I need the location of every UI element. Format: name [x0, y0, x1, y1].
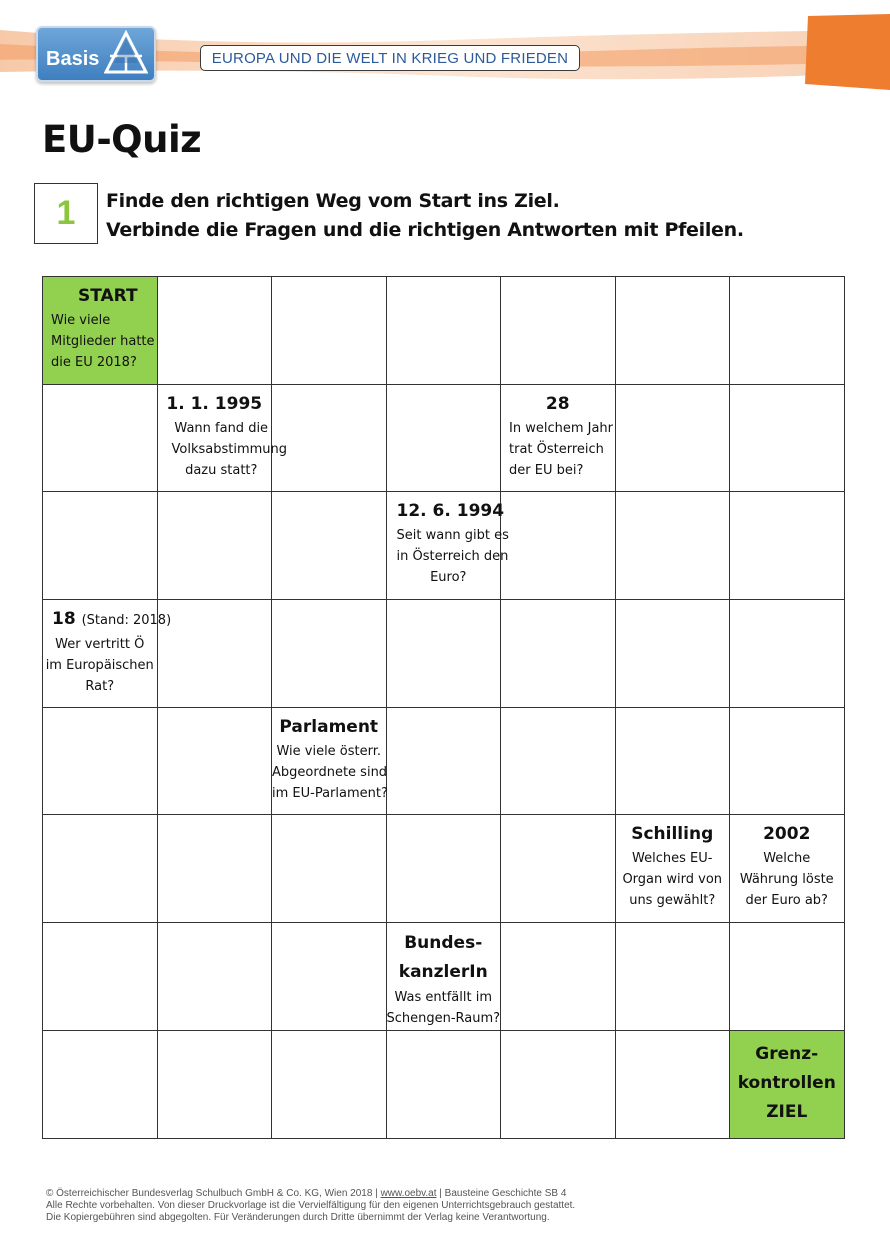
answer-text: Bundes-	[404, 933, 483, 954]
empty-cell[interactable]	[615, 1030, 730, 1138]
empty-cell[interactable]	[43, 815, 158, 923]
grid-row	[43, 923, 845, 1031]
start-cell[interactable]	[43, 277, 158, 385]
empty-cell[interactable]	[157, 277, 272, 385]
grid-row	[43, 815, 845, 923]
quiz-cell-28[interactable]	[501, 384, 616, 492]
empty-cell[interactable]	[272, 815, 387, 923]
footer-text: | Bausteine Geschichte SB 4	[436, 1188, 567, 1199]
question-line: Was entfällt im	[394, 990, 492, 1006]
empty-cell[interactable]	[615, 707, 730, 815]
page-header	[0, 0, 890, 100]
quiz-cell-schilling[interactable]	[615, 815, 730, 923]
quiz-cell-bundeskanzlerin[interactable]	[386, 923, 501, 1031]
footer-line-2: Alle Rechte vorbehalten. Von dieser Druckvorlage ist die Vervielfältigung für den eigenen Unterrichtsgebrauch gestattet.	[46, 1200, 576, 1211]
task-number: 1	[34, 183, 98, 244]
empty-cell[interactable]	[730, 384, 845, 492]
empty-cell[interactable]	[157, 600, 272, 708]
empty-cell[interactable]	[157, 492, 272, 600]
answer-text: Schilling	[631, 824, 714, 845]
answer-text	[43, 606, 172, 634]
answer-text: 12. 6. 1994	[396, 501, 505, 522]
grid-row	[43, 600, 845, 708]
grid-row	[43, 707, 845, 815]
publisher-link[interactable]: www.oebv.at	[380, 1188, 437, 1199]
question-line: Seit wann gibt es	[396, 528, 509, 544]
empty-cell[interactable]	[386, 384, 501, 492]
footer-text: © Österreichischer Bundesverlag Schulbuch GmbH & Co. KG, Wien 2018 |	[46, 1188, 381, 1199]
question-line: im Europäischen	[45, 658, 154, 674]
question-line: trat Österreich	[509, 441, 604, 457]
question-line: Welches EU-	[632, 851, 713, 867]
question-line: Wie viele österr.	[276, 743, 382, 759]
grid-row	[43, 277, 845, 385]
question-line: Schengen-Raum?	[386, 1011, 501, 1027]
quiz-grid	[42, 276, 845, 1139]
empty-cell[interactable]	[615, 492, 730, 600]
triangle-logo-icon	[104, 30, 148, 76]
question-line: Währung löste	[739, 872, 834, 888]
empty-cell[interactable]	[43, 384, 158, 492]
question-line: Wann fand die	[174, 420, 269, 436]
question-line: Abgeordnete sind	[272, 764, 388, 780]
empty-cell[interactable]	[615, 384, 730, 492]
empty-cell[interactable]	[615, 600, 730, 708]
question-line: Rat?	[85, 679, 115, 695]
empty-cell[interactable]	[730, 923, 845, 1031]
empty-cell[interactable]	[272, 492, 387, 600]
logo-text: Basis	[46, 48, 100, 70]
empty-cell[interactable]	[386, 1030, 501, 1138]
question-line: Welche	[763, 851, 811, 867]
empty-cell[interactable]	[615, 277, 730, 385]
empty-cell[interactable]	[501, 1030, 616, 1138]
empty-cell[interactable]	[386, 600, 501, 708]
question-line: Wer vertritt Ö	[55, 637, 145, 653]
question-line: Volksabstimmung	[171, 441, 288, 457]
start-question-line: die EU 2018?	[51, 355, 137, 370]
empty-cell[interactable]	[43, 707, 158, 815]
task-line-1: Finde den richtigen Weg vom Start ins Ziel.	[106, 190, 560, 212]
empty-cell[interactable]	[501, 707, 616, 815]
empty-cell[interactable]	[615, 923, 730, 1031]
empty-cell[interactable]	[730, 277, 845, 385]
empty-cell[interactable]	[157, 923, 272, 1031]
copyright-footer	[46, 1188, 575, 1224]
empty-cell[interactable]	[157, 707, 272, 815]
task-instructions	[106, 187, 744, 245]
grid-row	[43, 384, 845, 492]
answer-text: 1. 1. 1995	[166, 393, 263, 414]
answer-text: 2002	[763, 824, 811, 845]
empty-cell[interactable]	[501, 815, 616, 923]
question-line: der EU bei?	[509, 462, 584, 478]
answer-text: kontrollen	[737, 1072, 836, 1093]
empty-cell[interactable]	[272, 923, 387, 1031]
ziel-label: ZIEL	[766, 1101, 808, 1122]
ziel-cell[interactable]	[730, 1030, 845, 1138]
empty-cell[interactable]	[501, 600, 616, 708]
question-line: der Euro ab?	[745, 893, 828, 909]
empty-cell[interactable]	[43, 923, 158, 1031]
quiz-cell-parlament[interactable]	[272, 707, 387, 815]
quiz-cell-18[interactable]	[43, 600, 172, 708]
empty-cell[interactable]	[272, 1030, 387, 1138]
quiz-cell-1994[interactable]	[386, 492, 509, 600]
empty-cell[interactable]	[43, 492, 158, 600]
empty-cell[interactable]	[386, 707, 501, 815]
answer-text: 28	[545, 393, 570, 414]
empty-cell[interactable]	[272, 600, 387, 708]
start-question-line: Mitglieder hatte	[51, 334, 155, 349]
grid-row	[43, 1030, 845, 1138]
answer-text: Grenz-	[755, 1043, 819, 1064]
empty-cell[interactable]	[730, 707, 845, 815]
footer-line-1	[46, 1188, 575, 1200]
page-title: EU-Quiz	[42, 118, 202, 161]
empty-cell[interactable]	[43, 1030, 158, 1138]
start-label: START	[78, 286, 138, 306]
empty-cell[interactable]	[386, 277, 501, 385]
question-line: dazu statt?	[185, 462, 258, 478]
empty-cell[interactable]	[272, 277, 387, 385]
empty-cell[interactable]	[272, 384, 387, 492]
empty-cell[interactable]	[501, 277, 616, 385]
question-line: In welchem Jahr	[509, 420, 614, 436]
question-line: uns gewählt?	[629, 893, 716, 909]
empty-cell[interactable]	[501, 492, 616, 600]
empty-cell[interactable]	[157, 1030, 272, 1138]
empty-cell[interactable]	[501, 923, 616, 1031]
question-line: im EU-Parlament?	[272, 785, 388, 801]
empty-cell[interactable]	[730, 492, 845, 600]
series-title: EUROPA UND DIE WELT IN KRIEG UND FRIEDEN	[200, 45, 580, 71]
answer-note: (Stand: 2018)	[81, 613, 172, 629]
answer-text: kanzlerIn	[398, 962, 488, 983]
grid-row	[43, 492, 845, 600]
empty-cell[interactable]	[157, 815, 272, 923]
question-line: Organ wird von	[622, 872, 723, 888]
quiz-cell-1995[interactable]	[157, 384, 288, 492]
empty-cell[interactable]	[386, 815, 501, 923]
answer-text: Parlament	[279, 716, 379, 737]
answer-number: 18	[52, 609, 76, 630]
empty-cell[interactable]	[730, 600, 845, 708]
task-line-2: Verbinde die Fragen und die richtigen Antworten mit Pfeilen.	[106, 219, 744, 241]
basis-logo	[36, 26, 156, 82]
footer-line-3: Die Kopiergebühren sind abgegolten. Für Veränderungen durch Dritte übernimmt der Verlag keine Verantwortung.	[46, 1212, 550, 1223]
start-question-line: Wie viele	[51, 313, 111, 328]
quiz-cell-2002[interactable]	[730, 815, 845, 923]
question-line: in Österreich den	[396, 549, 509, 565]
question-line: Euro?	[430, 570, 467, 586]
